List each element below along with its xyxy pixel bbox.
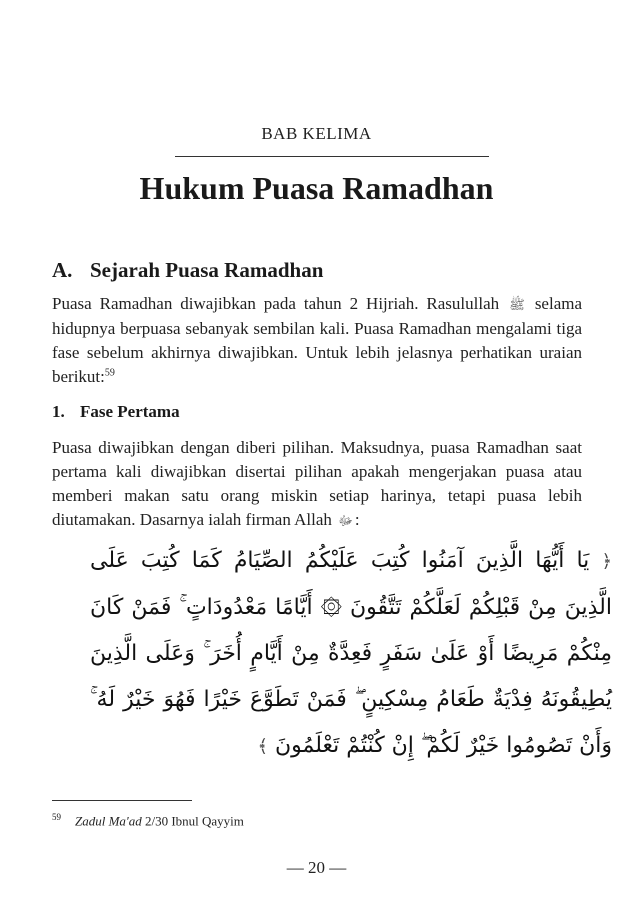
footnote [52,812,244,829]
verse-open-bracket: ﴿ [601,551,612,572]
footnote-ref[interactable]: 59 [104,367,115,379]
chapter-divider [175,156,489,157]
subsection-text: Puasa diwajibkan dengan diberi pilihan. Maksudnya, puasa Ramadhan saat pertama kali diwajibkan disertai pilihan apakah mengerjakan puasa atau memberi makan satu orang miskin setiap harinya, tetapi puasa lebih diutamakan. Dasarnya ialah firman Allah [52,438,582,529]
section-paragraph [52,292,582,389]
page-number: — 20 — [286,858,347,877]
footnote-source-detail: 2/30 Ibnul Qayyim [144,813,244,829]
subsection-text-end: : [354,510,360,529]
glorification-symbol: ﷻ [338,513,353,528]
paragraph-text-2: selama hidupnya berpuasa sebanyak sembilan kali. Puasa Ramadhan mengalami tiga fase sebelum akhirnya diwajibkan. Untuk lebih jelasnya perhatikan uraian berikut: [52,294,583,386]
footnote-source-title: Zadul Ma'ad [75,813,142,829]
verse-text: يَا أَيُّهَا الَّذِينَ آمَنُوا كُتِبَ عَلَيْكُمُ الصِّيَامُ كَمَا كُتِبَ عَلَى الَّذِينَ مِنْ قَبْلِكُمْ لَعَلَّكُمْ تَتَّقُونَ ۞ أَيَّامًا مَعْدُودَاتٍ ۚ فَمَنْ كَانَ مِنْكُمْ مَرِيضًا أَوْ عَلَىٰ سَفَرٍ فَعِدَّةٌ مِنْ أَيَّامٍ أُخَرَ ۚ وَعَلَى الَّذِينَ يُطِيقُونَهُ فِدْيَةٌ طَعَامُ مِسْكِينٍ ۖ فَمَنْ تَطَوَّعَ خَيْرًا فَهُوَ خَيْرٌ لَهُ ۚ وَأَنْ تَصُومُوا خَيْرٌ لَكُمْ ۖ إِنْ كُنْتُمْ تَعْلَمُونَ [90,548,612,758]
verse-close-bracket: ﴾ [257,736,269,757]
section-heading [52,258,323,283]
footnote-divider [52,800,192,801]
salawat-symbol: ﷺ [509,297,525,312]
subsection-title: Fase Pertama [80,402,180,421]
section-number: A. [52,258,73,282]
chapter-label: BAB KELIMA [261,124,372,143]
paragraph-text-1: Puasa Ramadhan diwajibkan pada tahun 2 Hijriah. Rasulullah [52,294,500,313]
page-title: Hukum Puasa Ramadhan [139,170,494,206]
subsection-heading [52,402,180,422]
quran-verse [90,538,612,770]
section-title: Sejarah Puasa Ramadhan [90,258,324,282]
footnote-number: 59 [52,812,61,822]
subsection-number: 1. [52,402,65,421]
subsection-paragraph [52,436,582,533]
